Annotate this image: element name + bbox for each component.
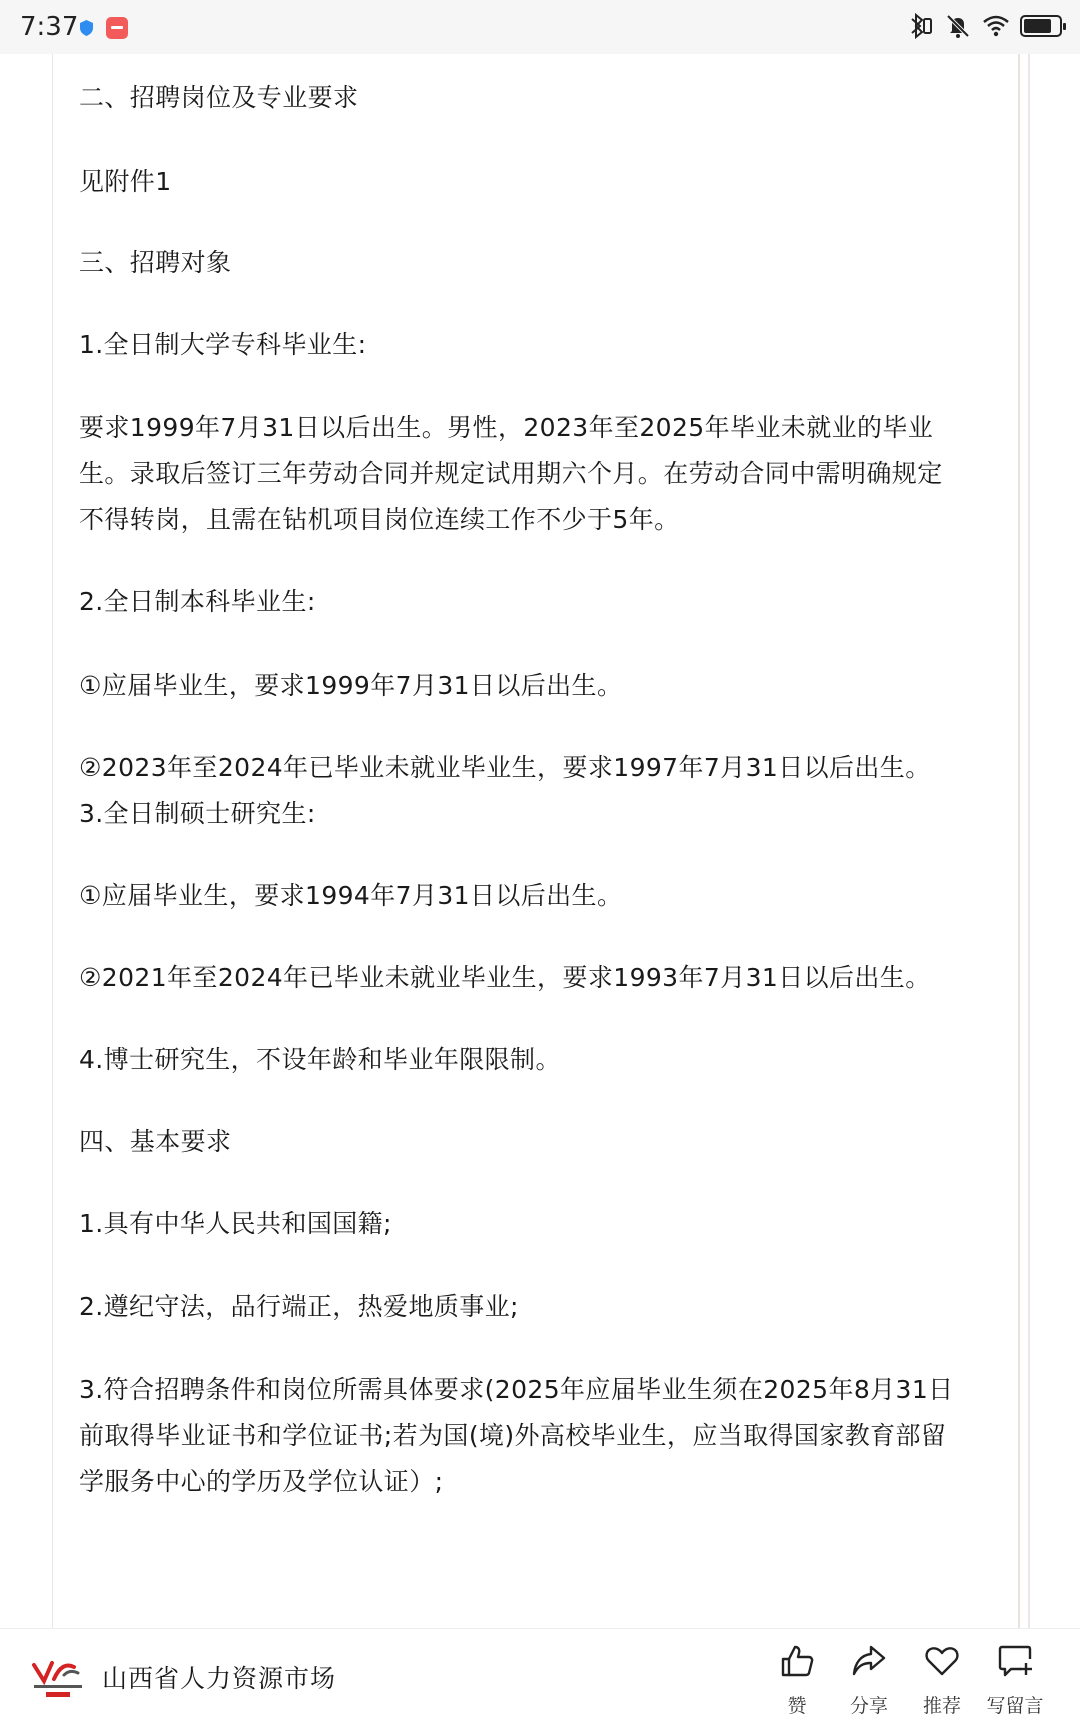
paragraph: 3.全日制硕士研究生: xyxy=(79,799,316,828)
section-heading: 二、招聘岗位及专业要求 xyxy=(79,83,359,112)
battery-icon xyxy=(1020,15,1062,37)
paragraph: 1.具有中华人民共和国国籍; xyxy=(79,1209,392,1238)
like-label: 赞 xyxy=(787,1695,807,1717)
write-comment-button[interactable] xyxy=(983,1643,1047,1718)
heart-icon xyxy=(924,1643,960,1679)
account-name[interactable]: 山西省人力资源市场 xyxy=(102,1664,337,1693)
shield-icon xyxy=(80,20,93,36)
bottom-action-bar xyxy=(0,1628,1080,1729)
paragraph: ①应届毕业生，要求1999年7月31日以后出生。 xyxy=(79,671,623,700)
recommend-button[interactable] xyxy=(910,1643,974,1718)
paragraph: 1.全日制大学专科毕业生: xyxy=(79,330,367,359)
like-button[interactable] xyxy=(765,1643,829,1718)
paragraph: 4.博士研究生，不设年龄和毕业年限限制。 xyxy=(79,1045,561,1074)
paragraph: ②2021年至2024年已毕业未就业毕业生，要求1993年7月31日以后出生。 xyxy=(79,963,931,992)
share-label: 分享 xyxy=(849,1695,888,1717)
app-notification-icon xyxy=(106,17,128,39)
paragraph: 生。录取后签订三年劳动合同并规定试用期六个月。在劳动合同中需明确规定 xyxy=(79,459,943,488)
status-bar xyxy=(0,0,1080,54)
wifi-icon xyxy=(982,12,1010,40)
bluetooth-vibrate-icon xyxy=(906,12,934,40)
account-logo[interactable] xyxy=(30,1655,86,1701)
paragraph: 3.符合招聘条件和岗位所需具体要求(2025年应届毕业生须在2025年8月31日 xyxy=(79,1375,954,1404)
thumbs-up-icon xyxy=(779,1643,815,1679)
paragraph: 2.遵纪守法，品行端正，热爱地质事业; xyxy=(79,1292,519,1321)
article-border-left xyxy=(52,54,53,1628)
paragraph: 见附件1 xyxy=(79,167,172,196)
paragraph: ②2023年至2024年已毕业未就业毕业生，要求1997年7月31日以后出生。 xyxy=(79,753,931,782)
paragraph: 前取得毕业证书和学位证书;若为国(境)外高校毕业生，应当取得国家教育部留 xyxy=(79,1421,947,1450)
comment-label: 写留言 xyxy=(986,1695,1044,1717)
share-button[interactable] xyxy=(837,1643,901,1718)
article-border-right-outer xyxy=(1028,54,1030,1628)
status-icons xyxy=(906,12,1062,40)
recommend-label: 推荐 xyxy=(922,1695,961,1717)
paragraph: 不得转岗，且需在钻机项目岗位连续工作不少于5年。 xyxy=(79,505,680,534)
status-time: 7:37 xyxy=(20,12,79,42)
share-icon xyxy=(851,1643,887,1679)
paragraph: 2.全日制本科毕业生: xyxy=(79,587,316,616)
comment-add-icon xyxy=(997,1643,1033,1679)
paragraph: 要求1999年7月31日以后出生。男性，2023年至2025年毕业未就业的毕业 xyxy=(79,413,934,442)
section-heading: 三、招聘对象 xyxy=(79,248,232,277)
section-heading: 四、基本要求 xyxy=(79,1127,232,1156)
article-border-right xyxy=(1018,54,1020,1628)
paragraph: ①应届毕业生，要求1994年7月31日以后出生。 xyxy=(79,881,623,910)
paragraph: 学服务中心的学历及学位认证）; xyxy=(79,1467,444,1496)
mute-bell-icon xyxy=(944,12,972,40)
